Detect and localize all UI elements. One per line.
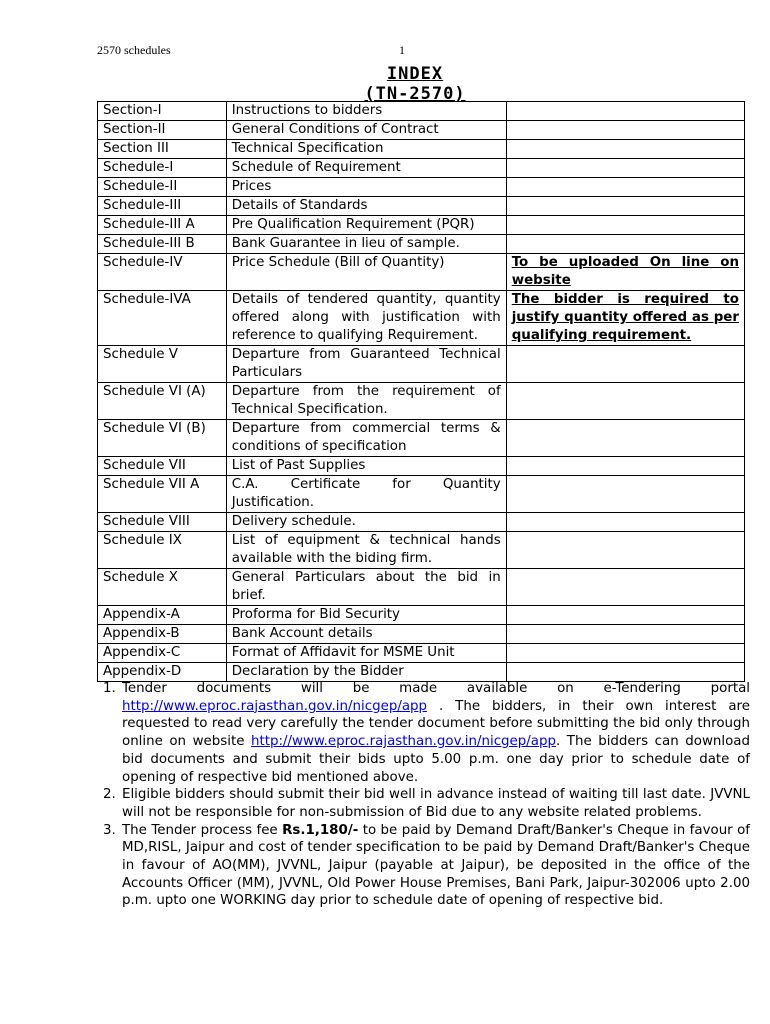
index-description-cell: Price Schedule (Bill of Quantity)	[226, 254, 506, 291]
index-row	[98, 457, 745, 476]
index-section-cell: Schedule V	[98, 346, 227, 383]
index-section-cell: Section III	[98, 140, 227, 159]
index-description-cell: Schedule of Requirement	[226, 159, 506, 178]
index-section-cell: Schedule-III B	[98, 235, 227, 254]
note-2-text: Eligible bidders should submit their bid well in advance instead of waiting till last date. JVVNL will not be responsible for non-submission of Bid due to any website related problems.	[122, 787, 750, 820]
index-section-cell: Schedule-I	[98, 159, 227, 178]
index-row	[98, 216, 745, 235]
index-row	[98, 291, 745, 346]
index-section-cell: Appendix-D	[98, 663, 227, 682]
index-section-cell: Schedule-IVA	[98, 291, 227, 346]
note-item-1	[120, 680, 750, 786]
index-section-cell: Schedule VII A	[98, 476, 227, 513]
index-row	[98, 346, 745, 383]
index-row	[98, 159, 745, 178]
index-row	[98, 235, 745, 254]
index-remark-cell	[506, 216, 744, 235]
index-title: INDEX	[386, 64, 444, 84]
index-row	[98, 254, 745, 291]
note-3-text-a: The Tender process fee	[122, 822, 283, 838]
index-remark-cell	[506, 532, 744, 569]
index-remark-cell	[506, 420, 744, 457]
index-row	[98, 532, 745, 569]
tender-fee-amount: Rs.1,180/-	[282, 822, 359, 838]
note-item-2	[120, 786, 750, 821]
index-description-cell: C.A. Certificate for Quantity Justification.	[226, 476, 506, 513]
index-row	[98, 178, 745, 197]
index-description-cell: General Particulars about the bid in brief.	[226, 569, 506, 606]
note-1-text-b: . The bidders, in their own interest are requested to read very carefully the tender document before submitting the bid only through online on website	[122, 698, 750, 750]
index-remark-cell	[506, 513, 744, 532]
index-description-cell: Format of Affidavit for MSME Unit	[226, 644, 506, 663]
index-row	[98, 140, 745, 159]
index-row	[98, 383, 745, 420]
index-section-cell: Appendix-A	[98, 606, 227, 625]
index-section-cell: Schedule-III	[98, 197, 227, 216]
eproc-portal-link[interactable]: http://www.eproc.rajasthan.gov.in/nicgep/app	[122, 698, 428, 714]
index-remark-cell	[506, 235, 744, 254]
index-remark-cell	[506, 197, 744, 216]
index-table	[97, 101, 745, 682]
index-remark-cell	[506, 569, 744, 606]
index-remark-cell	[506, 457, 744, 476]
index-remark-cell	[506, 178, 744, 197]
index-row	[98, 420, 745, 457]
index-description-cell: Instructions to bidders	[226, 102, 506, 121]
index-remark-cell	[506, 102, 744, 121]
index-description-cell: Departure from the requirement of Technical Specification.	[226, 383, 506, 420]
index-section-cell: Schedule VI (B)	[98, 420, 227, 457]
note-1-text-a: Tender documents will be made available on e-Tendering portal	[122, 681, 750, 696]
index-row	[98, 606, 745, 625]
index-remark-cell: To be uploaded On line on website	[506, 254, 744, 291]
document-label: 2570 schedules	[97, 43, 171, 57]
index-row	[98, 625, 745, 644]
index-description-cell: Departure from commercial terms & conditions of specification	[226, 420, 506, 457]
index-section-cell: Schedule VII	[98, 457, 227, 476]
index-description-cell: Prices	[226, 178, 506, 197]
index-description-cell: Bank Guarantee in lieu of sample.	[226, 235, 506, 254]
index-section-cell: Appendix-B	[98, 625, 227, 644]
index-remark-cell	[506, 140, 744, 159]
index-description-cell: Declaration by the Bidder	[226, 663, 506, 682]
index-remark-cell: The bidder is required to justify quantity offered as per qualifying requirement.	[506, 291, 744, 346]
index-row	[98, 102, 745, 121]
index-section-cell: Schedule VI (A)	[98, 383, 227, 420]
index-remark-cell	[506, 121, 744, 140]
eproc-website-link[interactable]: http://www.eproc.rajasthan.gov.in/nicgep/app	[250, 734, 557, 750]
index-row	[98, 644, 745, 663]
index-row	[98, 569, 745, 606]
index-row	[98, 513, 745, 532]
index-row	[98, 663, 745, 682]
index-remark-cell	[506, 663, 744, 682]
index-description-cell: Bank Account details	[226, 625, 506, 644]
index-description-cell: List of Past Supplies	[226, 457, 506, 476]
index-row	[98, 121, 745, 140]
index-section-cell: Schedule-III A	[98, 216, 227, 235]
index-section-cell: Section-I	[98, 102, 227, 121]
index-remark-cell	[506, 159, 744, 178]
note-3-text-b: to be paid by Demand Draft/Banker's Cheque in favour of MD,RISL, Jaipur and cost of tender specification to be paid by Demand Draft/Banker's Cheque in favour of AO(MM), JVVNL, Jaipur (payable at Jaipur), be deposited in the office of the Accounts Officer (MM), JVVNL, Old Power House Premises, Bani Park, Jaipur-302006 upto 2.00 p.m. upto one WORKING day prior to schedule date of opening of respective bid.	[122, 822, 751, 909]
index-section-cell: Schedule X	[98, 569, 227, 606]
index-remark-cell	[506, 606, 744, 625]
index-section-cell: Schedule-IV	[98, 254, 227, 291]
index-description-cell: Departure from Guaranteed Technical Particulars	[226, 346, 506, 383]
index-remark-cell	[506, 346, 744, 383]
note-1-text-c: . The bidders can download bid documents and submit their bids upto 5.00 p.m. one day prior to schedule date of opening of respective bid mentioned above.	[122, 734, 751, 785]
index-description-cell: General Conditions of Contract	[226, 121, 506, 140]
index-remark-cell	[506, 383, 744, 420]
note-item-3	[120, 822, 750, 911]
index-remark-cell	[506, 644, 744, 663]
tender-number-title: (TN-2570)	[364, 84, 466, 104]
index-description-cell: Details of tendered quantity, quantity offered along with justification with reference to qualifying Requirement.	[226, 291, 506, 346]
index-remark-cell	[506, 625, 744, 644]
index-description-cell: Details of Standards	[226, 197, 506, 216]
index-section-cell: Schedule-II	[98, 178, 227, 197]
index-description-cell: Delivery schedule.	[226, 513, 506, 532]
index-description-cell: List of equipment & technical hands available with the biding firm.	[226, 532, 506, 569]
index-row	[98, 197, 745, 216]
index-description-cell: Technical Specification	[226, 140, 506, 159]
index-section-cell: Appendix-C	[98, 644, 227, 663]
index-section-cell: Schedule IX	[98, 532, 227, 569]
notes-list	[97, 680, 750, 910]
index-row	[98, 476, 745, 513]
index-description-cell: Pre Qualification Requirement (PQR)	[226, 216, 506, 235]
index-remark-cell	[506, 476, 744, 513]
index-section-cell: Schedule VIII	[98, 513, 227, 532]
index-section-cell: Section-II	[98, 121, 227, 140]
index-description-cell: Proforma for Bid Security	[226, 606, 506, 625]
index-table-body	[98, 102, 745, 682]
page-number: 1	[399, 43, 405, 57]
